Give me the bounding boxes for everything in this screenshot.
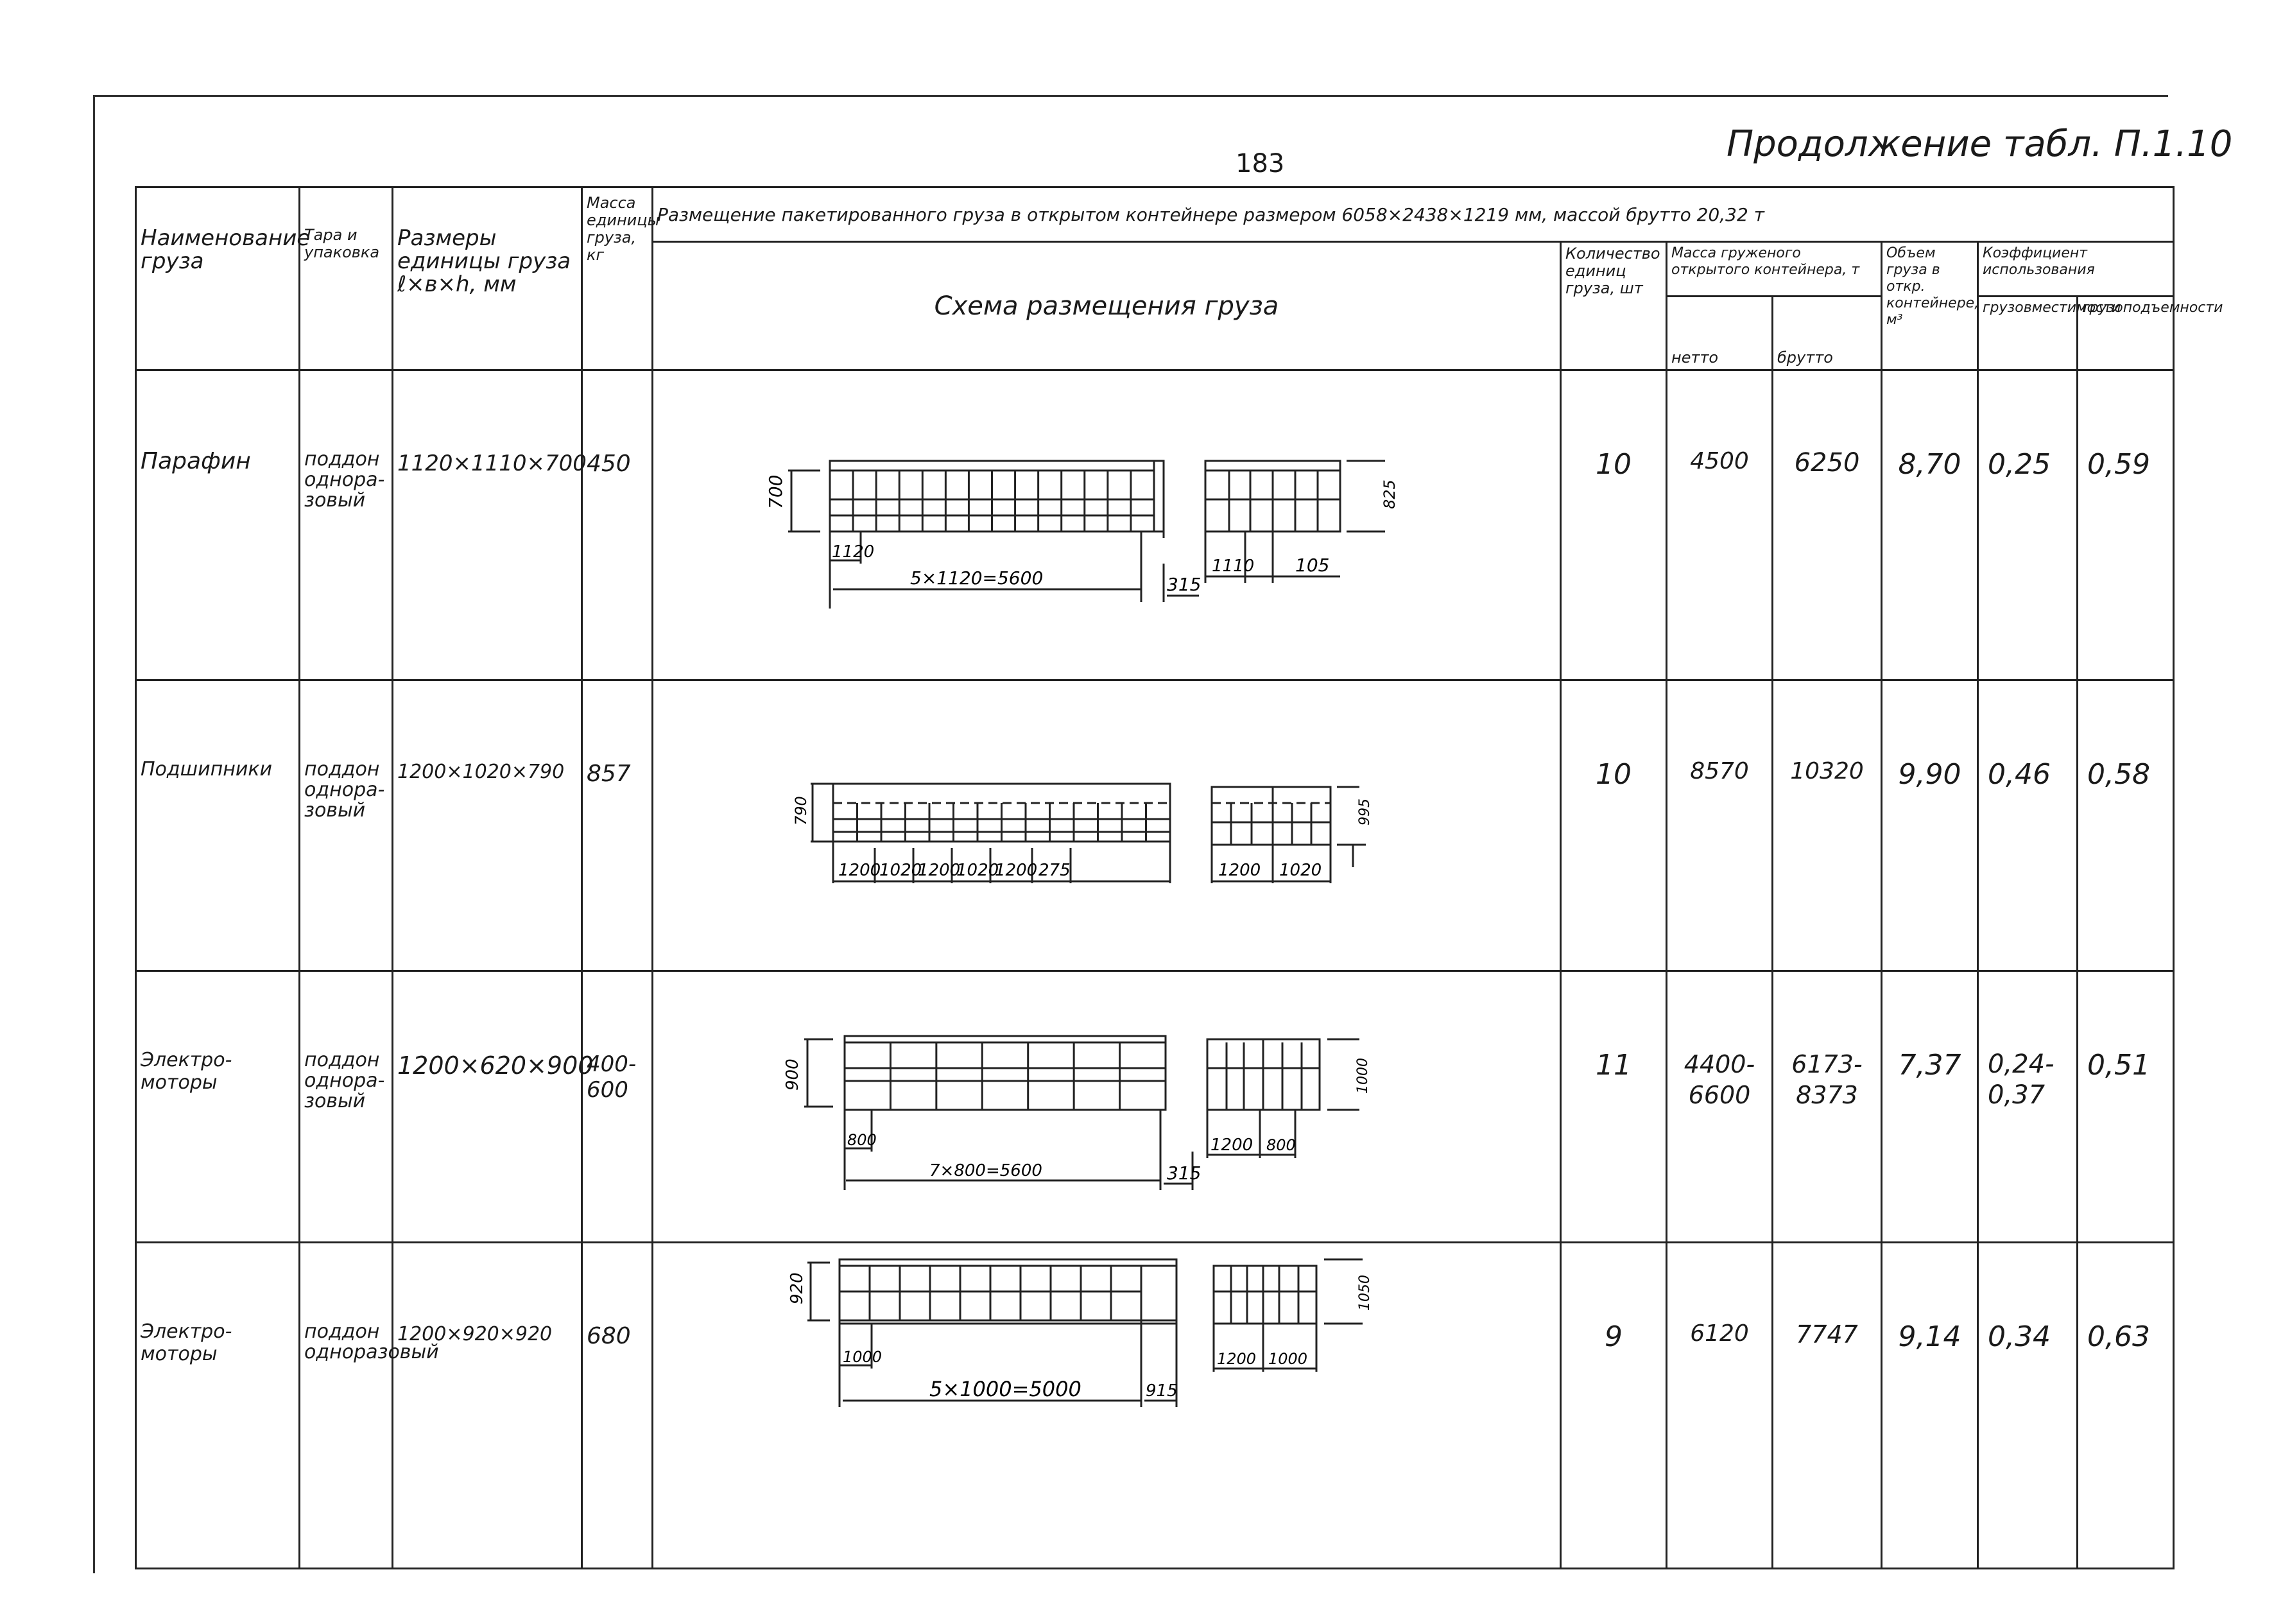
scheme-side-height-label: 995 [1357,799,1373,825]
scheme-height-label: 790 [792,796,810,825]
cargo-gross: 10320 [1773,680,1882,971]
cargo-mass: 680 [582,1243,653,1569]
header-dims: Размеры единицы груза ℓ×в×h, мм [393,187,582,370]
scheme-drawing-3 [653,972,1562,1241]
header-coef-group: Коэффициент использования [1978,242,2174,297]
cargo-volume: 9,14 [1882,1243,1978,1569]
coef-load: 0,63 [2078,1243,2174,1569]
coef-load: 0,59 [2078,370,2174,680]
cargo-name: Электро-моторы [136,1243,300,1569]
cargo-name: Парафин [136,370,300,680]
cargo-gross: 6173-8373 [1773,971,1882,1243]
scheme-side-height-label: 1050 [1357,1275,1373,1311]
scheme-height-label: 700 [765,474,786,509]
cargo-qty: 11 [1561,971,1667,1243]
scheme-cell-label: 1120 [832,542,875,562]
cargo-net: 6120 [1667,1243,1773,1569]
scheme-drawing-1 [653,371,1562,679]
table-continuation-title: Продолжение табл. П.1.10 [1727,123,2233,165]
scheme-drawing-2 [653,681,1562,970]
cargo-name: Электро-моторы [136,971,300,1243]
placement-scheme [653,971,1561,1243]
cargo-volume: 8,70 [1882,370,1978,680]
header-mass: Масса единицы груза, кг [582,187,653,370]
scheme-gap-label: 275 [1038,861,1071,880]
cargo-tare: поддон однора-зовый [300,680,393,971]
header-coef-capacity: грузовместимости [1978,297,2078,370]
cargo-net: 4400-6600 [1667,971,1773,1243]
cargo-name: Подшипники [136,680,300,971]
header-coef-load: грузоподъемности [2078,297,2174,370]
scheme-side-label-1: 1110 [1212,557,1255,576]
scheme-total-label: 7×800=5600 [929,1161,1042,1180]
scheme-total-label: 5×1000=5000 [929,1377,1081,1401]
scheme-side-label-2: 1020 [1279,861,1322,880]
scheme-cell-4: 1020 [956,861,999,880]
coef-capacity: 0,34 [1978,1243,2078,1569]
scheme-cell-label: 800 [847,1131,877,1149]
scheme-cell-label: 1000 [843,1348,883,1366]
cargo-tare: поддон одноразовый [300,1243,393,1569]
cargo-mass: 450 [582,370,653,680]
cargo-tare: поддон однора-зовый [300,971,393,1243]
cargo-qty: 10 [1561,370,1667,680]
scheme-side-label-2: 1000 [1268,1350,1308,1368]
cargo-dims: 1200×620×900 [393,971,582,1243]
scheme-gap-label: 315 [1167,1162,1202,1184]
scheme-side-label-1: 1200 [1210,1136,1253,1155]
header-placement-title: Размещение пакетированного груза в открытом контейнере размером 6058×2438×1219 мм, массой брутто 20,32 т [653,187,2174,242]
scheme-height-label: 900 [783,1058,802,1091]
placement-scheme [653,1243,1561,1569]
table-row [136,680,2174,971]
cargo-qty: 9 [1561,1243,1667,1569]
cargo-gross: 7747 [1773,1243,1882,1569]
scheme-side-label-1: 1200 [1217,1350,1257,1368]
coef-capacity: 0,24-0,37 [1978,971,2078,1243]
coef-load: 0,51 [2078,971,2174,1243]
cargo-mass: 400-600 [582,971,653,1243]
placement-scheme [653,680,1561,971]
cargo-tare: поддон однора-зовый [300,370,393,680]
cargo-gross: 6250 [1773,370,1882,680]
header-qty: Количество единиц груза, шт [1561,242,1667,370]
header-scheme: Схема размещения груза [653,242,1561,370]
header-gross: брутто [1773,297,1882,370]
scheme-side-label-2: 105 [1295,555,1330,576]
header-weight-group: Масса груженого открытого контейнера, т [1667,242,1882,297]
scheme-side-label-2: 800 [1266,1136,1296,1154]
coef-load: 0,58 [2078,680,2174,971]
scheme-gap-label: 915 [1146,1381,1178,1401]
table-row [136,370,2174,680]
header-row-1 [136,187,2174,242]
cargo-qty: 10 [1561,680,1667,971]
scheme-cell-2: 1020 [879,861,922,880]
header-name: Наименование груза [136,187,300,370]
page-number: 183 [1236,149,1285,178]
cargo-net: 4500 [1667,370,1773,680]
scheme-cell-1: 1200 [838,861,881,880]
table-row [136,1243,2174,1569]
cargo-mass: 857 [582,680,653,971]
cargo-volume: 9,90 [1882,680,1978,971]
placement-scheme [653,370,1561,680]
cargo-dims: 1200×920×920 [393,1243,582,1569]
cargo-net: 8570 [1667,680,1773,971]
cargo-volume: 7,37 [1882,971,1978,1243]
scheme-total-label: 5×1120=5600 [910,567,1044,589]
scheme-side-label-1: 1200 [1218,861,1261,880]
cargo-placement-table [135,186,2223,1569]
scheme-gap-label: 315 [1167,574,1202,595]
scheme-height-label: 920 [788,1272,807,1304]
coef-capacity: 0,46 [1978,680,2078,971]
coef-capacity: 0,25 [1978,370,2078,680]
scheme-drawing-4 [653,1243,1562,1568]
table-row [136,971,2174,1243]
scheme-cell-5: 1200 [995,861,1038,880]
cargo-dims: 1200×1020×790 [393,680,582,971]
scheme-cell-3: 1200 [918,861,961,880]
header-tare: Тара и упаковка [300,187,393,370]
header-net: нетто [1667,297,1773,370]
header-volume: Объем груза в откр. контейнере, м³ [1882,242,1978,370]
scheme-side-height-label: 825 [1381,479,1399,509]
cargo-dims: 1120×1110×700 [393,370,582,680]
scheme-side-height-label: 1000 [1355,1058,1371,1094]
